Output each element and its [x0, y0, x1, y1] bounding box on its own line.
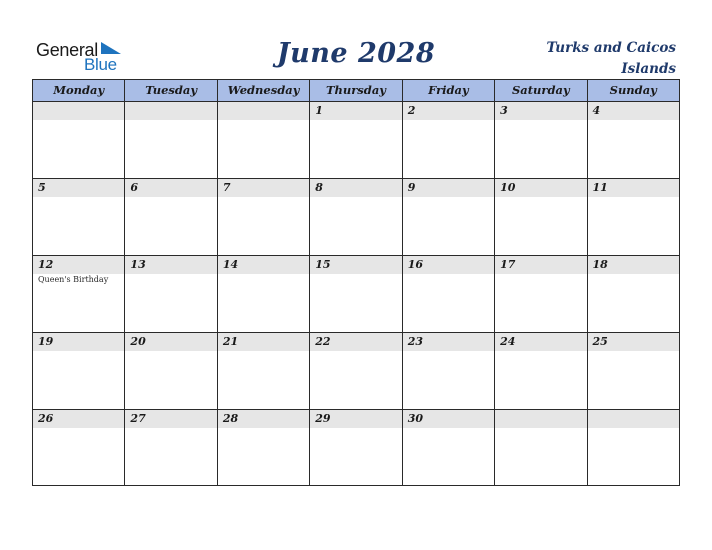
day-cell[interactable]	[218, 333, 310, 409]
logo-text-general: General	[36, 40, 98, 60]
weekday-thursday: Thursday	[310, 80, 402, 101]
day-number: 22	[315, 335, 331, 348]
day-number-bar	[125, 179, 216, 197]
day-cell[interactable]	[125, 179, 217, 255]
logo-text-blue: Blue	[84, 55, 117, 74]
weekday-monday: Monday	[33, 80, 125, 101]
calendar-title: June 2028	[276, 38, 436, 69]
day-cell[interactable]	[33, 410, 125, 486]
day-number: 28	[222, 412, 239, 425]
day-cell[interactable]	[310, 256, 402, 332]
day-number-bar	[218, 179, 309, 197]
day-cell[interactable]	[33, 333, 125, 409]
day-number: 10	[500, 181, 516, 194]
weekday-tuesday: Tuesday	[125, 80, 217, 101]
day-cell[interactable]	[403, 410, 495, 486]
day-cell[interactable]	[403, 333, 495, 409]
day-cell[interactable]	[310, 410, 402, 486]
day-number: 2	[407, 104, 416, 117]
day-cell[interactable]	[125, 333, 217, 409]
day-number: 19	[38, 335, 54, 348]
day-number: 4	[592, 104, 601, 117]
day-number-bar	[588, 410, 679, 428]
day-number: 7	[222, 181, 231, 194]
day-cell[interactable]	[33, 256, 125, 332]
day-cell[interactable]	[33, 179, 125, 255]
day-number-bar	[495, 102, 586, 120]
day-cell[interactable]	[310, 333, 402, 409]
day-number-bar	[310, 179, 401, 197]
calendar-week-row	[33, 410, 679, 486]
day-cell[interactable]	[588, 333, 679, 409]
day-number: 24	[500, 335, 516, 348]
day-cell[interactable]	[495, 410, 587, 486]
day-number: 9	[407, 181, 416, 194]
day-cell[interactable]	[310, 179, 402, 255]
calendar-weeks	[33, 102, 679, 486]
day-cell[interactable]	[218, 256, 310, 332]
day-number-bar	[588, 102, 679, 120]
day-number-bar	[33, 179, 124, 197]
day-number-bar	[403, 179, 494, 197]
weekday-wednesday: Wednesday	[218, 80, 310, 101]
day-cell[interactable]	[495, 256, 587, 332]
logo-flag-icon	[99, 42, 121, 56]
day-cell[interactable]	[588, 102, 679, 178]
day-number: 27	[130, 412, 146, 425]
day-number: 11	[592, 181, 608, 194]
day-number: 12	[38, 258, 54, 271]
day-cell[interactable]	[218, 179, 310, 255]
day-number-bar	[218, 102, 309, 120]
region-name: Turks and Caicos Islands	[546, 40, 676, 77]
day-cell[interactable]	[125, 102, 217, 178]
day-number-bar	[125, 102, 216, 120]
calendar-week-row	[33, 179, 679, 256]
day-cell[interactable]	[33, 102, 125, 178]
day-cell[interactable]	[495, 102, 587, 178]
day-number: 25	[592, 335, 608, 348]
calendar-week-row	[33, 256, 679, 333]
day-cell[interactable]	[403, 256, 495, 332]
day-cell[interactable]	[310, 102, 402, 178]
day-number: 18	[592, 258, 608, 271]
day-number: 29	[315, 412, 331, 425]
day-number: 17	[500, 258, 516, 271]
day-cell[interactable]	[218, 102, 310, 178]
day-cell[interactable]	[403, 102, 495, 178]
day-number: 20	[130, 335, 146, 348]
day-cell[interactable]	[588, 410, 679, 486]
day-cell[interactable]	[403, 179, 495, 255]
day-number-bar	[495, 410, 586, 428]
day-cell[interactable]	[588, 256, 679, 332]
generalblue-logo	[36, 40, 136, 74]
weekday-sunday: Sunday	[609, 83, 657, 97]
day-number: 6	[130, 181, 139, 194]
day-number: 13	[130, 258, 146, 271]
day-cell[interactable]	[495, 179, 587, 255]
day-number: 26	[38, 412, 54, 425]
weekday-header-row	[33, 80, 679, 102]
day-number: 8	[315, 181, 323, 194]
holiday-label: Queen's Birthday	[38, 275, 109, 284]
day-number: 16	[407, 258, 423, 271]
day-number: 23	[407, 335, 423, 348]
day-number: 30	[407, 412, 423, 425]
day-number-bar	[310, 102, 401, 120]
day-number: 15	[315, 258, 331, 271]
day-number: 5	[38, 181, 46, 194]
day-number: 1	[315, 104, 323, 117]
day-number: 21	[222, 335, 239, 348]
calendar-week-row	[33, 333, 679, 410]
day-cell[interactable]	[495, 333, 587, 409]
day-cell[interactable]	[125, 256, 217, 332]
weekday-friday: Friday	[403, 80, 495, 101]
day-cell[interactable]	[218, 410, 310, 486]
calendar-week-row	[33, 102, 679, 179]
day-number-bar	[403, 102, 494, 120]
day-number: 14	[222, 258, 239, 271]
day-cell[interactable]	[125, 410, 217, 486]
calendar-grid	[32, 79, 680, 486]
day-cell[interactable]	[588, 179, 679, 255]
day-number-bar	[33, 102, 124, 120]
weekday-saturday: Saturday	[495, 80, 587, 101]
day-number: 3	[500, 104, 508, 117]
